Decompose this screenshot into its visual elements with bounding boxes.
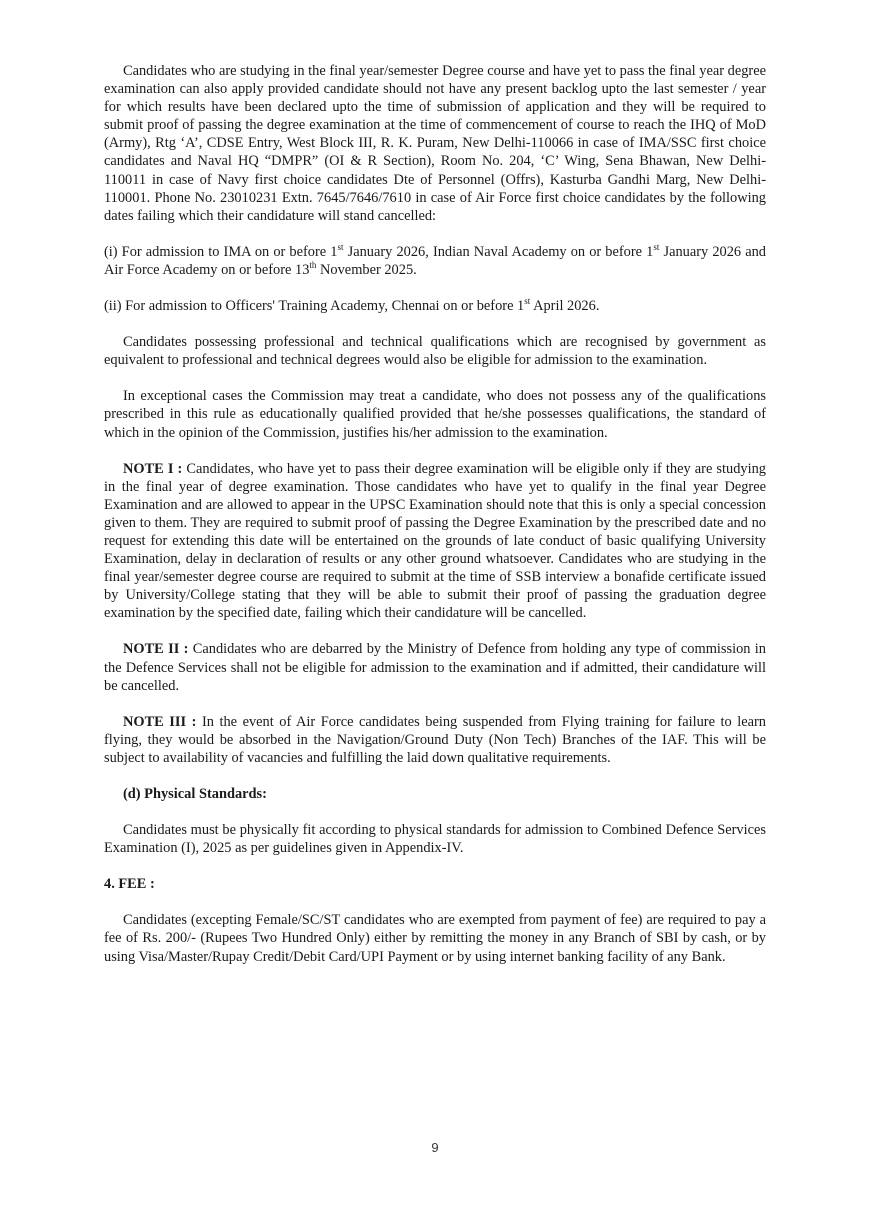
list-item-admission-dates [104,243,766,279]
note-2-label: NOTE II : [123,641,189,658]
item-ii-text-a: (ii) For admission to Officers' Training Academy, Chennai on or before 1 [104,298,525,315]
spacer [104,893,766,911]
paragraph-final-year-candidates: Candidates who are studying in the final year/semester Degree course and have yet to pass the final year degree examination can also apply provided candidate should not have any present backlog upto the last semester / year for which results have been declared upto the time of submission of application and they will be required to submit proof of passing the degree examination at the time of commencement of course to reach the IHQ of MoD (Army), Rtg ‘A’, CDSE Entry, West Block III, R. K. Puram, New Delhi-110066 in case of IMA/SSC first choice candidates and Naval HQ “DMPR” (OI & R Section), Room No. 204, ‘C’ Wing, Sena Bhawan, New Delhi-110011 in case of Navy first choice candidates Dte of Personnel (Offrs), Kasturba Gandhi Marg, New Delhi-110001. Phone No. 23010231 Extn. 7645/7646/7610 in case of Air Force first choice candidates by the following dates failing which their candidature will stand cancelled: [104,63,766,224]
paragraph-fee: Candidates (excepting Female/SC/ST candidates who are exempted from payment of fee) are required to pay a fee of Rs. 200/- (Rupees Two Hundred Only) either by remitting the money in any Branch of SBI by cash, or by using Visa/Master/Rupay Credit/Debit Card/UPI Payment or by using internet banking facility of any Bank. [104,912,766,965]
paragraph-exceptional-cases: In exceptional cases the Commission may treat a candidate, who does not possess any of the qualifications prescribed in this rule as educationally qualified provided that he/she possesses qualifications, the standard of which in the opinion of the Commission, justifies his/her admission to the examination. [104,388,766,441]
item-ii-sup-a: st [524,296,531,307]
list-item-ota-date [104,297,766,315]
note-2-text: Candidates who are debarred by the Ministry of Defence from holding any type of commission in the Defence Services shall not be eligible for admission to the examination and if admitted, their candidature will be cancelled. [104,641,766,694]
note-1 [104,460,766,623]
item-ii-text-b: April 2026. [530,298,600,315]
item-i-text-d: November 2025. [316,261,417,278]
spacer [104,803,766,821]
item-i-text-b: January 2026, Indian Naval Academy on or before 1 [343,243,654,260]
spacer [104,442,766,460]
note-1-text: Candidates, who have yet to pass their degree examination will be eligible only if they are studying in the final year of degree examination. Those candidates who have yet to qualify in the final year Degree Examination and are allowed to appear in the UPSC Examination should note that this is only a special concession given to them. They are required to submit proof of passing the Degree Examination by the prescribed date and no request for extending this date will be entertained on the grounds of late conduct of basic qualifying University Examination, delay in declaration of results or any other ground whatsoever. Candidates who are studying in the final year/semester degree course are required to submit at the time of SSB interview a bonafide certificate issued by University/College stating that they will be able to submit their proof of passing the graduation degree examination by the specified date, failing which their candidature will be cancelled. [104,460,766,622]
spacer [104,767,766,785]
spacer [104,315,766,333]
note-3 [104,713,766,767]
page-number: 9 [431,1140,439,1155]
section-heading-fee [104,875,766,893]
note-2 [104,640,766,694]
item-i-text-c: January 2026 and Air Force Academy on or before 13 [104,243,766,278]
item-i-sup-c: th [309,260,317,271]
physical-standards-heading-text: (d) Physical Standards: [123,786,267,802]
paragraph-professional-qualifications: Candidates possessing professional and technical qualifications which are recognised by government as equivalent to professional and technical degrees would also be eligible for admission to the examination. [104,334,766,369]
item-i-text-a: (i) For admission to IMA on or before 1 [104,243,338,260]
spacer [104,279,766,297]
fee-heading-text: 4. FEE : [104,876,155,893]
section-heading-physical-standards [104,785,766,803]
spacer [104,622,766,640]
spacer [104,695,766,713]
spacer [104,369,766,387]
item-i-sup-b: st [653,242,660,253]
note-3-label: NOTE III : [123,713,197,730]
paragraph-physical-standards: Candidates must be physically fit according to physical standards for admission to Combined Defence Services Examination (I), 2025 as per guidelines given in Appendix-IV. [104,822,766,857]
note-1-label: NOTE I : [123,460,183,477]
spacer [104,857,766,875]
item-i-sup-a: st [337,242,344,253]
spacer [104,225,766,243]
note-3-text: In the event of Air Force candidates being suspended from Flying training for failure to learn flying, they would be absorbed in the Navigation/Ground Duty (Non Tech) Branches of the IAF. This will be subject to availability of vacancies and fulfilling the laid down qualitative requirements. [104,713,766,766]
